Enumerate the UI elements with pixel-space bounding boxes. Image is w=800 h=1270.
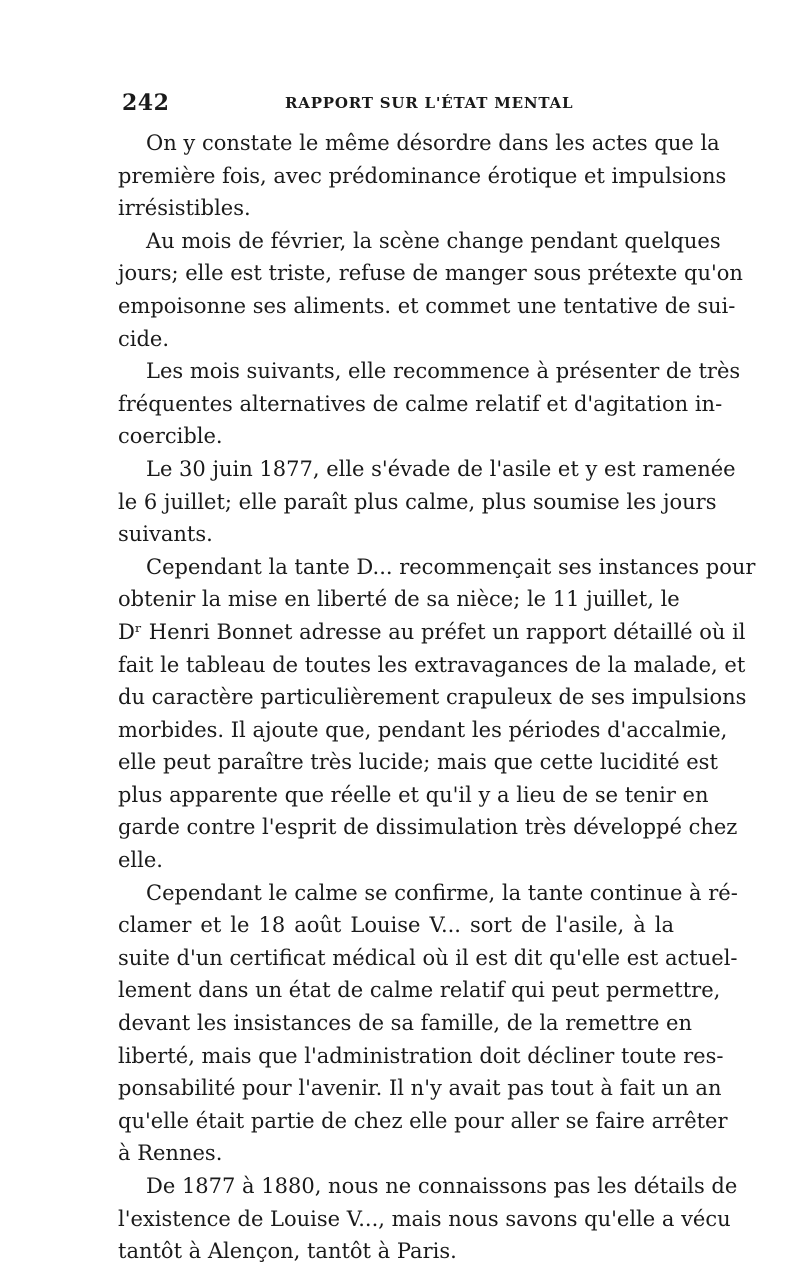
text-line: Cependant le calme se confirme, la tante continue à ré- (146, 880, 738, 905)
text-line: tantôt à Alençon, tantôt à Paris. (118, 1239, 457, 1264)
text-line: garde contre l'esprit de dissimulation très développé chez (118, 815, 738, 840)
text-line: On y constate le même désordre dans les actes que la (146, 131, 720, 155)
text-line: à Rennes. (118, 1141, 223, 1166)
text-line: suite d'un certificat médical où il est dit qu'elle est actuel- (118, 945, 738, 970)
text-line: Au mois de février, la scène change pendant quelques (146, 228, 721, 253)
running-title: RAPPORT SUR L'ÉTAT MENTAL (285, 94, 574, 112)
text-line: Le 30 juin 1877, elle s'évade de l'asile et y est ramenée (146, 456, 736, 481)
text-line: Dʳ Henri Bonnet adresse au préfet un rapport détaillé où il (118, 619, 746, 644)
text-line: coercible. (118, 424, 223, 449)
text-line: irrésistibles. (118, 196, 251, 221)
text-line: ponsabilité pour l'avenir. Il n'y avait pas tout à fait un an (118, 1076, 722, 1101)
text-line: suivants. (118, 522, 213, 547)
page-header (122, 90, 682, 116)
text-line: clamer et le 18 août Louise V... sort de l'asile, à la (118, 913, 674, 938)
text-line: obtenir la mise en liberté de sa nièce; le 11 juillet, le (118, 587, 680, 612)
text-line: empoisonne ses aliments. et commet une tentative de sui- (118, 293, 736, 318)
text-line: morbides. Il ajoute que, pendant les périodes d'accalmie, (118, 717, 728, 742)
page-number: 242 (122, 90, 170, 116)
text-line: fréquentes alternatives de calme relatif et d'agitation in- (118, 391, 723, 416)
text-line: plus apparente que réelle et qu'il y a lieu de se tenir en (118, 782, 709, 807)
body-text (118, 127, 756, 1268)
text-line: cide. (118, 326, 170, 351)
text-line: jours; elle est triste, refuse de manger sous prétexte qu'on (118, 261, 743, 286)
text-line: lement dans un état de calme relatif qui peut permettre, (118, 978, 721, 1003)
text-line: devant les insistances de sa famille, de la remettre en (118, 1011, 693, 1036)
text-line: De 1877 à 1880, nous ne connaissons pas les détails de (146, 1174, 738, 1198)
text-line: fait le tableau de toutes les extravagances de la malade, et (118, 652, 746, 677)
text-line: Cependant la tante D... recommençait ses instances pour (146, 554, 756, 579)
text-line: du caractère particulièrement crapuleux de ses impulsions (118, 685, 747, 710)
text-line: Les mois suivants, elle recommence à présenter de très (146, 359, 741, 384)
text-line: liberté, mais que l'administration doit décliner toute res- (118, 1043, 724, 1068)
text-line: qu'elle était partie de chez elle pour aller se faire arrêter (118, 1108, 728, 1133)
text-line: elle peut paraître très lucide; mais que cette lucidité est (118, 750, 718, 775)
text-line: première fois, avec prédominance érotique et impulsions (118, 163, 727, 188)
text-line: elle. (118, 848, 163, 873)
text-line: le 6 juillet; elle paraît plus calme, plus soumise les jours (118, 489, 717, 514)
text-line: l'existence de Louise V..., mais nous savons qu'elle a vécu (118, 1206, 731, 1231)
